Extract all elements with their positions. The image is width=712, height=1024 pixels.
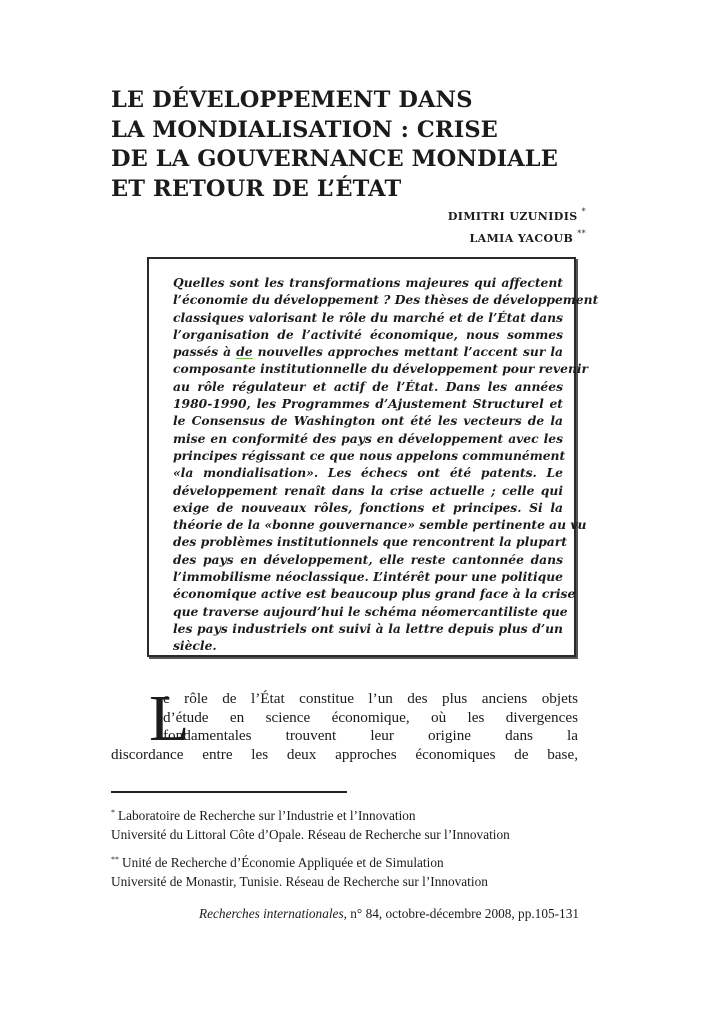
title-line: LA MONDIALISATION : CRISE — [111, 116, 498, 143]
abstract-line: théorie de la «bonne gouvernance» semble pertinente au vu — [173, 517, 587, 533]
journal-citation — [199, 906, 579, 922]
abstract-line: exige de nouveaux rôles, fonctions et principes. Si la — [173, 499, 563, 515]
body-line: discordance entre les deux approches économiques de base, — [111, 745, 578, 763]
footnote-line — [111, 806, 591, 825]
abstract-line: l’économie du développement ? Des thèses de développement — [173, 292, 599, 308]
author-uzunidis — [448, 206, 586, 228]
author-name: LAMIA YACOUB — [469, 232, 574, 245]
footnote-line: Université du Littoral Côte d’Opale. Réseau de Recherche sur l’Innovation — [111, 827, 510, 842]
abstract-line: 1980-1990, les Programmes d’Ajustement Structurel et — [173, 396, 563, 412]
abstract-line — [173, 343, 563, 360]
abstract-line: «la mondialisation». Les échecs ont été patents. Le — [173, 465, 563, 481]
abstract-line: les pays industriels ont suivi à la lettre depuis plus d’un — [173, 620, 563, 636]
body-paragraph — [111, 682, 578, 764]
title-line: ET RETOUR DE L’ÉTAT — [111, 175, 402, 202]
footnote-line: Université de Monastir, Tunisie. Réseau de Recherche sur l’Innovation — [111, 874, 488, 889]
abstract-line: Quelles sont les transformations majeures qui affectent — [173, 275, 563, 290]
title-line: LE DÉVELOPPEMENT DANS — [111, 87, 473, 113]
footnote-text: Unité de Recherche d’Économie Appliquée et de Simulation — [122, 855, 444, 870]
text-fragment: passés à — [173, 344, 237, 360]
author-list — [448, 206, 586, 250]
footnote-marker: * — [581, 207, 586, 216]
abstract-line: développement renaît dans la crise actuelle ; celle qui — [173, 482, 563, 498]
abstract-line: le Consensus de Washington ont été les vecteurs de la — [173, 413, 563, 429]
abstract-line: mise en conformité des pays en développement avec les — [173, 430, 563, 446]
text-fragment: nouvelles approches mettant l’accent sur la — [252, 344, 563, 360]
abstract-line: des pays en développement, elle reste cantonnée dans — [173, 551, 563, 567]
footnote-text: Laboratoire de Recherche sur l’Industrie et l’Innovation — [118, 808, 416, 823]
footnote-line — [111, 853, 591, 872]
footnotes — [111, 806, 591, 900]
abstract-line: économique active est beaucoup plus grand face à la crise — [173, 586, 576, 602]
abstract-line: des problèmes institutionnels que rencontrent la plupart — [173, 534, 567, 550]
article-title — [111, 86, 591, 204]
body-line: e rôle de l’État constitue l’un des plus anciens objets — [163, 690, 578, 707]
title-line: DE LA GOUVERNANCE MONDIALE — [111, 146, 558, 172]
abstract-line: au rôle régulateur et actif de l’État. Dans les années — [173, 378, 563, 394]
citation-details: , n° 84, octobre-décembre 2008, pp.105-131 — [343, 906, 579, 921]
abstract-box — [147, 257, 599, 657]
drop-cap: L — [149, 682, 190, 755]
spellcheck-flagged-word[interactable]: de — [236, 344, 253, 360]
body-line: d’étude en science économique, où les divergences — [163, 708, 578, 726]
footnote-divider — [111, 791, 347, 793]
abstract-line: siècle. — [173, 638, 217, 654]
footnote-1 — [111, 806, 591, 844]
abstract-line: l’immobilisme néoclassique. L’intérêt pour une politique — [173, 569, 563, 585]
abstract-line: composante institutionnelle du développement pour revenir — [173, 361, 589, 377]
abstract-line: que traverse aujourd’hui le schéma néomercantiliste que — [173, 603, 568, 619]
author-yacoub — [448, 228, 586, 250]
abstract-text — [173, 274, 599, 655]
author-name: DIMITRI UZUNIDIS — [447, 210, 578, 223]
journal-name: Recherches internationales — [199, 906, 344, 921]
abstract-line: classiques valorisant le rôle du marché et de l’État dans — [173, 309, 563, 325]
footnote-marker: ** — [111, 855, 119, 864]
footnote-marker: ** — [577, 229, 586, 238]
abstract-line: principes régissant ce que nous appelons communément — [173, 447, 566, 463]
abstract-line: l’organisation de l’activité économique, nous sommes — [173, 326, 563, 342]
footnote-2 — [111, 853, 591, 891]
footnote-marker: * — [111, 808, 115, 817]
body-line: fondamentales trouvent leur origine dans la — [163, 727, 578, 744]
